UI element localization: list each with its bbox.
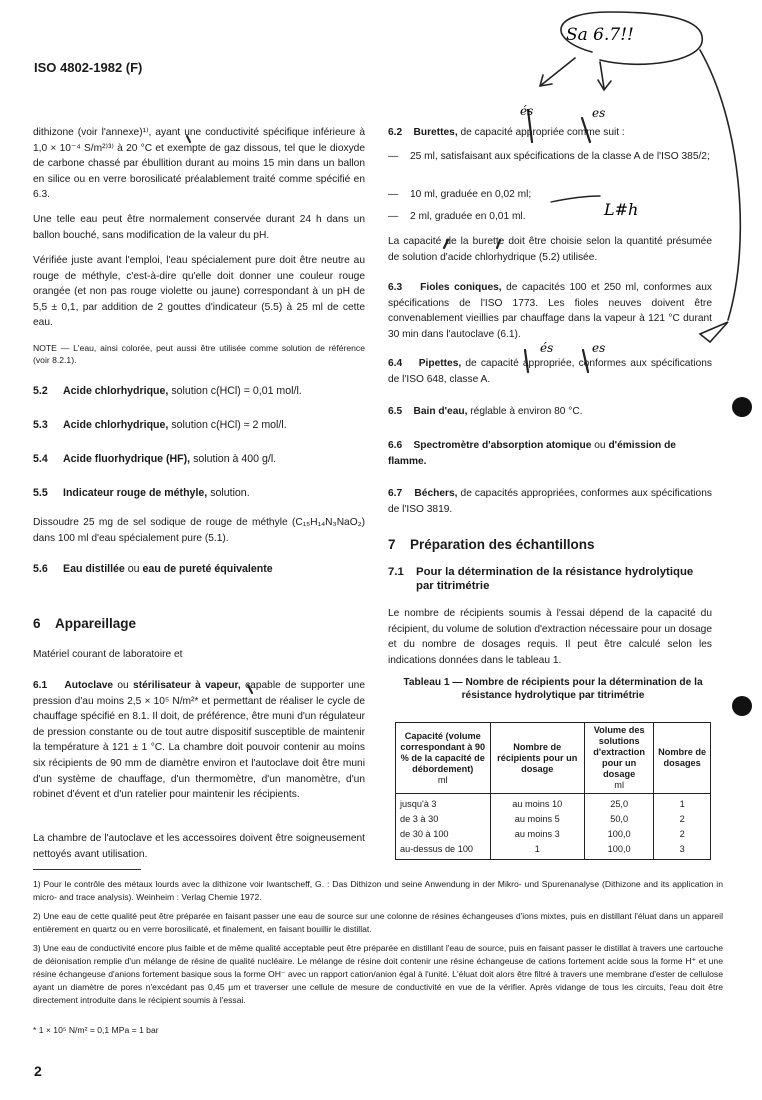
section-title-2: stérilisateur à vapeur, (133, 680, 241, 691)
table-header-cell: Volume des solutions d'extraction pour un dosage ml (585, 723, 654, 794)
section-desc: capable de supporter une pression d'au moins 2,5 × 10⁵ N/m²* et permettant de réaliser le cycle de chauffage spécifié en 8.1. Il doit, de préférence, être muni d'un régulateur de pression constante ou de tout autre dispositif susceptible de maintenir la température à 121 ± 1 °C. La chambre doit pouvoir contenir au moins six récipients de 90 mm de diamètre environ et l'autoclave doit être muni d'un système de chauffage, d'un thermomètre, d'un manomètre, d'un robinet d'évent et d'un ratelier pour maintenir les récipients. (33, 680, 366, 801)
table-header-row (396, 723, 711, 794)
section-number: 5.3 (33, 419, 48, 431)
standard-reference: ISO 4802-1982 (F) (34, 60, 143, 75)
section-number: 5.4 (33, 453, 48, 465)
table-cell: 1 (490, 842, 585, 860)
table-caption: Tableau 1 — Nombre de récipients pour la détermination de la résistance hydrolytique par titrimétrie (403, 677, 703, 701)
section-6-2-text: La capacité de la burette doit être choisie selon la quantité présumée de solution d'acide chlorhydrique (5.2) utilisée. (388, 236, 712, 263)
section-number: 6.6 (388, 440, 403, 451)
table-cell: 2 (654, 812, 711, 827)
section-desc: de capacités 100 et 250 ml, conformes aux spécifications de l'ISO 1773. Les fioles neuves doivent être convenablement vieillies par chauffage dans la vapeur à 121 °C durant 30 min dans l'autoclave (6.1). (388, 282, 712, 340)
footnote-1: 1) Pour le contrôle des métaux lourds avec la dithizone voir Iwantscheff, G. : Das Dithizon und seine Anwendung in der Mikro- und Spurenanalyse (Dithizone and its application in micro- and trace analysis). Weinheim : Verlag Chemie 1972. (33, 879, 723, 902)
section-title: Spectromètre d'absorption atomique (413, 440, 592, 451)
section-6-heading (33, 616, 365, 631)
section-number: 6.7 (388, 488, 403, 499)
section-7-1-text: Le nombre de récipients soumis à l'essai dépend de la capacité du récipient, du volume de solution d'extraction nécessaire pour un dosage et du nombre de dosages requis. Il peut être calculé selon les indications données dans le tableau 1. (388, 608, 712, 666)
section-desc: solution c(HCl) ≈ 2 mol/l. (171, 419, 287, 431)
section-title: Pipettes, (418, 358, 462, 369)
table-header-cell: Nombre de dosages (654, 723, 711, 794)
annotation-mark-4: es (592, 341, 606, 355)
punch-hole (732, 397, 752, 417)
annotation-mark-3: és (540, 341, 554, 355)
section-desc: solution à 400 g/l. (193, 453, 277, 465)
section-desc: solution c(HCl) = 0,01 mol/l. (171, 385, 302, 397)
section-6-2 (388, 125, 712, 141)
section-6-6 (388, 438, 712, 469)
section-title: Eau distillée (63, 563, 125, 575)
section-6-4 (388, 356, 712, 387)
section-6-5 (388, 404, 712, 420)
section-5-4 (33, 453, 365, 465)
section-5-3 (33, 419, 365, 431)
section-title: Fioles coniques, (420, 282, 502, 293)
section-title: Acide chlorhydrique, (63, 419, 169, 431)
section-title: Préparation des échantillons (410, 537, 595, 552)
table-cell: 2 (654, 827, 711, 842)
section-desc: de capacité appropriée comme suit : (460, 127, 625, 138)
section-number: 6.2 (388, 127, 403, 138)
section-connector: ou (594, 440, 606, 451)
table-row (396, 827, 711, 842)
section-desc: solution. (210, 487, 250, 499)
table-row (396, 842, 711, 860)
table-cell: jusqu'à 3 (396, 794, 491, 813)
arrow-line (540, 58, 575, 86)
section-title: Burettes, (413, 127, 458, 138)
section-title-2: eau de pureté équivalente (142, 563, 273, 575)
table-cell: au moins 3 (490, 827, 585, 842)
section-number: 5.2 (33, 385, 48, 397)
section-6-7 (388, 486, 712, 517)
table-cell: 1 (654, 794, 711, 813)
table-cell: 100,0 (585, 827, 654, 842)
section-title: Appareillage (55, 616, 137, 631)
note: NOTE — L'eau, ainsi colorée, peut aussi être utilisée comme solution de référence (voir 8.2.1). (33, 343, 365, 365)
page-number: 2 (34, 1063, 42, 1079)
section-title: Acide fluorhydrique (HF), (63, 453, 191, 465)
table-cell: de 3 à 30 (396, 812, 491, 827)
section-6-3 (388, 280, 712, 342)
section-number: 6.5 (388, 406, 403, 417)
table-cell: 25,0 (585, 794, 654, 813)
section-number: 7.1 (388, 566, 404, 578)
section-number: 6.3 (388, 282, 403, 293)
section-6-1-text-2: La chambre de l'autoclave et les accessoires doivent être soigneusement nettoyés avant utilisation. (33, 833, 365, 860)
section-connector: ou (127, 563, 140, 575)
section-7-heading (388, 537, 712, 552)
punch-hole (732, 696, 752, 716)
table-cell: au moins 5 (490, 812, 585, 827)
section-title: Pour la détermination de la résistance hydrolytique par titrimétrie (416, 566, 694, 592)
section-6-1 (33, 678, 365, 803)
section-desc: réglable à environ 80 °C. (470, 406, 583, 417)
section-title-2: d'émission de flamme. (388, 440, 676, 467)
section-7-1-heading (388, 565, 712, 593)
table-cell: 3 (654, 842, 711, 860)
annotation-top-note: Sa 6.7!! (566, 25, 634, 45)
section-title: Béchers, (414, 488, 458, 499)
footnote-3: 3) Une eau de conductivité encore plus faible et de même qualité acceptable peut être préparée en distillant l'eau de source, puis en faisant passer le distillat à travers une cartouche de déionisation remplie d'un mélange de résine de qualité nucléaire. Le mélange de résine doit contenir une résine échangeuse de cations fortement acide sous la forme H⁺ et une résine échangeuse d'anions fortement basique sous la forme OH⁻ avec un rapport cation/anion égal à l'unité. L'éluat doit alors être filtré à travers une membrane d'ester de cellulose ayant un diamètre de pores n'excédant pas 0,45 µm et traverser une cellule de mesure de conductivité en vue de la vérifier. Après vidange de tous les circuits, l'eau doit être directement introduite dans le récipient soumis à l'essai. (33, 943, 723, 1005)
list-item: — 25 ml, satisfaisant aux spécifications de la classe A de l'ISO 385/2; (388, 151, 710, 162)
intro-paragraph-1: dithizone (voir l'annexe)¹⁾, ayant une conductivité spécifique inférieure à 1,0 × 10⁻⁴ S/m²⁾³⁾ à 20 °C et exempte de gaz dissous, tel que le dioxyde de carbone chassé par ébullition durant au moins 15 min dans un ballon en silice ou en verre borosilicaté préalablement traité comme spécifié en 6.3. (33, 127, 365, 201)
section-title: Acide chlorhydrique, (63, 385, 169, 397)
section-number: 6 (33, 616, 41, 631)
annotation-lh: L#h (604, 200, 639, 219)
table-cell: 50,0 (585, 812, 654, 827)
table-cell: au-dessus de 100 (396, 842, 491, 860)
list-item-text: 2 ml, graduée en 0,01 ml. (410, 211, 526, 222)
section-5-2 (33, 385, 365, 397)
section-connector: ou (117, 680, 129, 691)
section-5-5-text: Dissoudre 25 mg de sel sodique de rouge de méthyle (C₁₅H₁₄N₃NaO₂) dans 100 ml d'eau spécialement pure (5.1). (33, 517, 365, 544)
list-item: — 2 ml, graduée en 0,01 ml. (388, 211, 526, 222)
footnote-divider (33, 869, 141, 870)
table-row (396, 812, 711, 827)
section-5-6 (33, 563, 365, 575)
table-cell: au moins 10 (490, 794, 585, 813)
list-item-text: 10 ml, graduée en 0,02 ml; (410, 189, 532, 200)
list-item: — 10 ml, graduée en 0,02 ml; (388, 189, 532, 200)
section-number: 6.1 (33, 680, 48, 691)
section-6-text: Matériel courant de laboratoire et (33, 649, 183, 660)
section-number: 6.4 (388, 358, 403, 369)
annotation-mark-1: és (520, 104, 534, 118)
footnote-2: 2) Une eau de cette qualité peut être préparée en faisant passer une eau de source sur une colonne de résines échangeuses d'ions mixtes, puis en distillant l'éluat dans un appareil entièrement en quartz ou en verre borosilicaté, et finalement, en faisant bouillir le distillat. (33, 911, 723, 934)
table-1 (395, 722, 711, 860)
annotation-mark-2: es (592, 106, 606, 120)
intro-paragraph-2: Une telle eau peut être normalement conservée durant 24 h dans un ballon bouché, sans modification de la valeur du pH. (33, 214, 365, 241)
section-desc: de capacités appropriées, conformes aux spécifications de l'ISO 3819. (388, 488, 712, 515)
table-cell: de 30 à 100 (396, 827, 491, 842)
section-title: Bain d'eau, (413, 406, 468, 417)
intro-paragraph-3: Vérifiée juste avant l'emploi, l'eau spécialement pure doit être neutre au rouge de méthyle, c'est-à-dire qu'elle doit donner une couleur rouge orangée (et non pas rouge violette ou jaune) correspondant à un pH de 5,5 ± 0,1, par addition de 2 gouttes d'indicateur (5.5) à 25 ml de cette eau. (33, 255, 365, 329)
table-header-cell: Capacité (volume correspondant à 90 % de la capacité de débordement) ml (396, 723, 491, 794)
section-number: 5.6 (33, 563, 48, 575)
table-row (396, 794, 711, 813)
section-number: 7 (388, 537, 396, 552)
section-number: 5.5 (33, 487, 48, 499)
table-header-cell: Nombre de récipients pour un dosage (490, 723, 585, 794)
section-title: Autoclave (64, 680, 114, 691)
section-title: Indicateur rouge de méthyle, (63, 487, 208, 499)
section-desc: de capacité appropriée, conformes aux spécifications de l'ISO 648, classe A. (388, 358, 712, 385)
section-5-5 (33, 487, 365, 499)
footnote-star: * 1 × 10⁵ N/m² = 0,1 MPa = 1 bar (33, 1025, 159, 1035)
list-item-text: 25 ml, satisfaisant aux spécifications de la classe A de l'ISO 385/2; (410, 151, 710, 162)
table-cell: 100,0 (585, 842, 654, 860)
